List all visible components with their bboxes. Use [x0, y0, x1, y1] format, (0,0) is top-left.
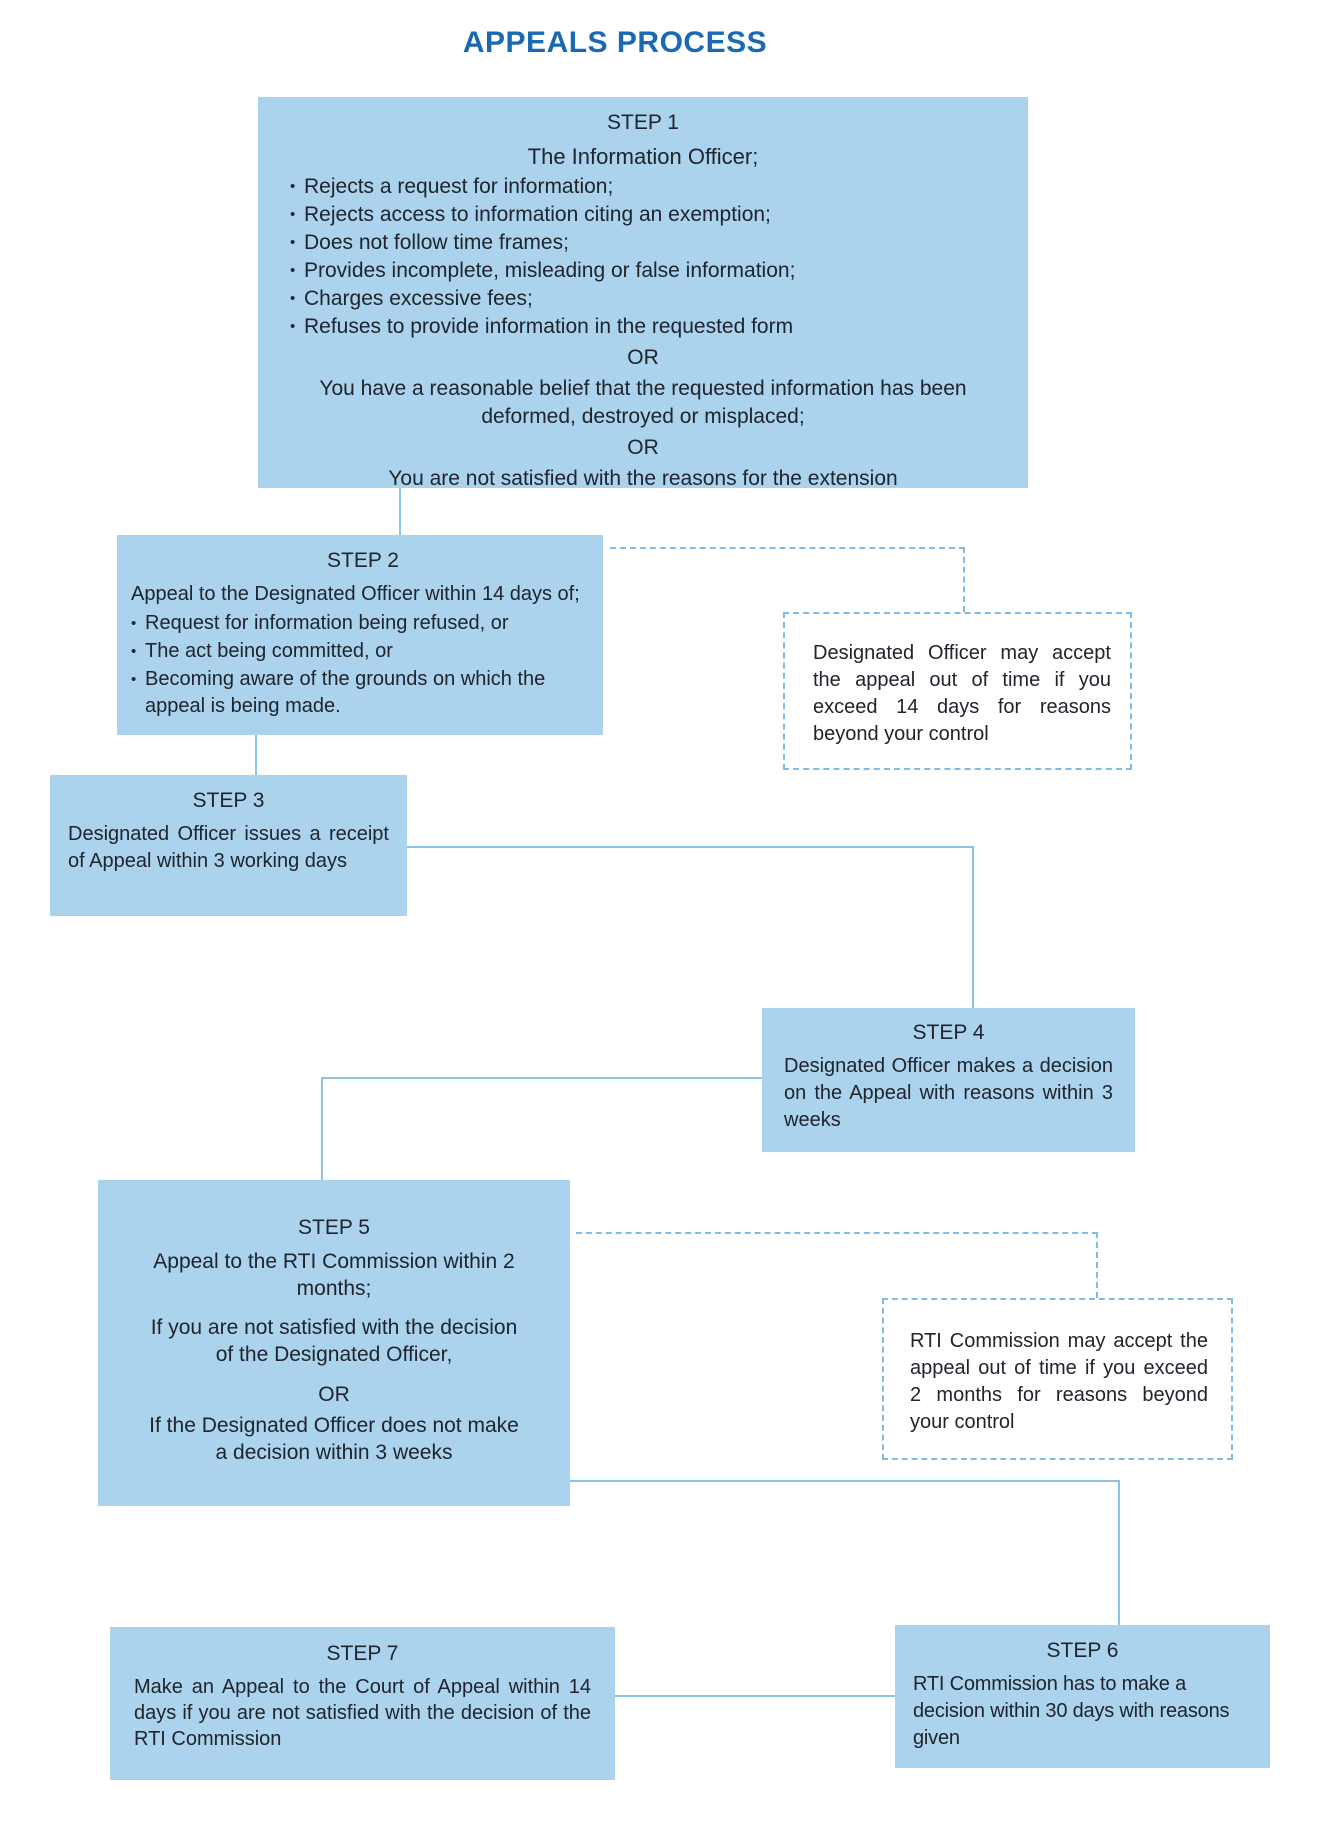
note-2-text: RTI Commission may accept the appeal out of time if you exceed 2 months for reasons beyond your control	[910, 1330, 1208, 1433]
step-1-or-1: OR	[627, 346, 659, 369]
step-4-label: STEP 4	[912, 1021, 985, 1044]
step-2-intro: Appeal to the Designated Officer within 14 days of;	[131, 583, 580, 605]
step-5-para-3: If the Designated Officer does not make a decision within 3 weeks	[149, 1414, 519, 1464]
step-1-extension-text: You are not satisfied with the reasons for the extension	[388, 467, 898, 490]
note-designated-officer-out-of-time	[783, 612, 1132, 770]
step-3-body: Designated Officer issues a receipt of Appeal within 3 working days	[68, 823, 389, 872]
connector-step5-step6-vertical	[1118, 1480, 1120, 1625]
step-5-label: STEP 5	[298, 1216, 370, 1239]
step-5-para-2: If you are not satisfied with the decision of the Designated Officer,	[150, 1316, 518, 1366]
connector-step3-step4-horizontal	[407, 846, 974, 848]
step-1-label: STEP 1	[607, 111, 679, 134]
step-6-body: RTI Commission has to make a decision within 30 days with reasons given	[913, 1673, 1230, 1749]
list-item: • Does not follow time frames;	[290, 229, 1008, 257]
bullet-icon: •	[290, 318, 296, 335]
step-1-or-2: OR	[627, 436, 659, 459]
step-2-box	[117, 535, 603, 735]
list-item: • The act being committed, or	[131, 638, 595, 666]
connector-step6-step7	[614, 1695, 895, 1697]
bullet-icon: •	[290, 178, 296, 195]
bullet-icon: •	[290, 206, 296, 223]
dashed-connector-step2-note1-horizontal	[610, 547, 965, 549]
step-5-para-1: Appeal to the RTI Commission within 2 months;	[153, 1250, 515, 1300]
dashed-connector-step5-note2-vertical	[1096, 1232, 1098, 1298]
step-1-intro: The Information Officer;	[527, 144, 759, 169]
list-item: • Refuses to provide information in the requested form	[290, 313, 1008, 341]
bullet-icon: •	[131, 671, 137, 688]
step-3-label: STEP 3	[192, 789, 265, 812]
connector-step4-step5-horizontal	[322, 1077, 762, 1079]
connector-step3-step4-vertical	[972, 846, 974, 1008]
note-1-text: Designated Officer may accept the appeal out of time if you exceed 14 days for reasons beyond your control	[813, 642, 1111, 745]
step-4-box	[762, 1008, 1135, 1152]
bullet-icon: •	[131, 615, 137, 632]
connector-step2-step3	[255, 735, 257, 775]
step-2-bullet-list	[131, 610, 595, 720]
step-7-label: STEP 7	[326, 1642, 399, 1665]
step-1-box	[258, 97, 1028, 488]
connector-step4-step5-vertical	[321, 1077, 323, 1180]
list-item: • Charges excessive fees;	[290, 285, 1008, 313]
bullet-icon: •	[290, 290, 296, 307]
bullet-icon: •	[131, 643, 137, 660]
step-1-bullet-list	[278, 173, 1008, 341]
bullet-icon: •	[290, 262, 296, 279]
step-7-box	[110, 1627, 615, 1780]
step-1-belief-text: You have a reasonable belief that the requested information has been deformed, destroyed or misplaced;	[319, 377, 967, 428]
step-7-body: Make an Appeal to the Court of Appeal within 14 days if you are not satisfied with the decision of the RTI Commission	[134, 1676, 591, 1750]
dashed-connector-step5-note2-horizontal	[576, 1232, 1098, 1234]
dashed-connector-step2-note1-vertical	[963, 547, 965, 612]
step-3-box	[50, 775, 407, 916]
note-rti-commission-out-of-time	[882, 1298, 1233, 1460]
step-5-or: OR	[318, 1383, 350, 1406]
connector-step5-step6-horizontal	[570, 1480, 1120, 1482]
page-title: APPEALS PROCESS	[462, 26, 768, 59]
step-2-label: STEP 2	[327, 549, 399, 572]
connector-step1-step2	[399, 488, 401, 535]
list-item: • Becoming aware of the grounds on which the appeal is being made.	[131, 666, 595, 720]
bullet-icon: •	[290, 234, 296, 251]
step-4-body: Designated Officer makes a decision on the Appeal with reasons within 3 weeks	[784, 1055, 1113, 1131]
list-item: • Rejects access to information citing an exemption;	[290, 201, 1008, 229]
list-item: • Rejects a request for information;	[290, 173, 1008, 201]
step-6-box	[895, 1625, 1270, 1768]
list-item: • Provides incomplete, misleading or false information;	[290, 257, 1008, 285]
step-6-label: STEP 6	[1046, 1639, 1119, 1662]
list-item: • Request for information being refused, or	[131, 610, 595, 638]
step-5-box	[98, 1180, 570, 1506]
